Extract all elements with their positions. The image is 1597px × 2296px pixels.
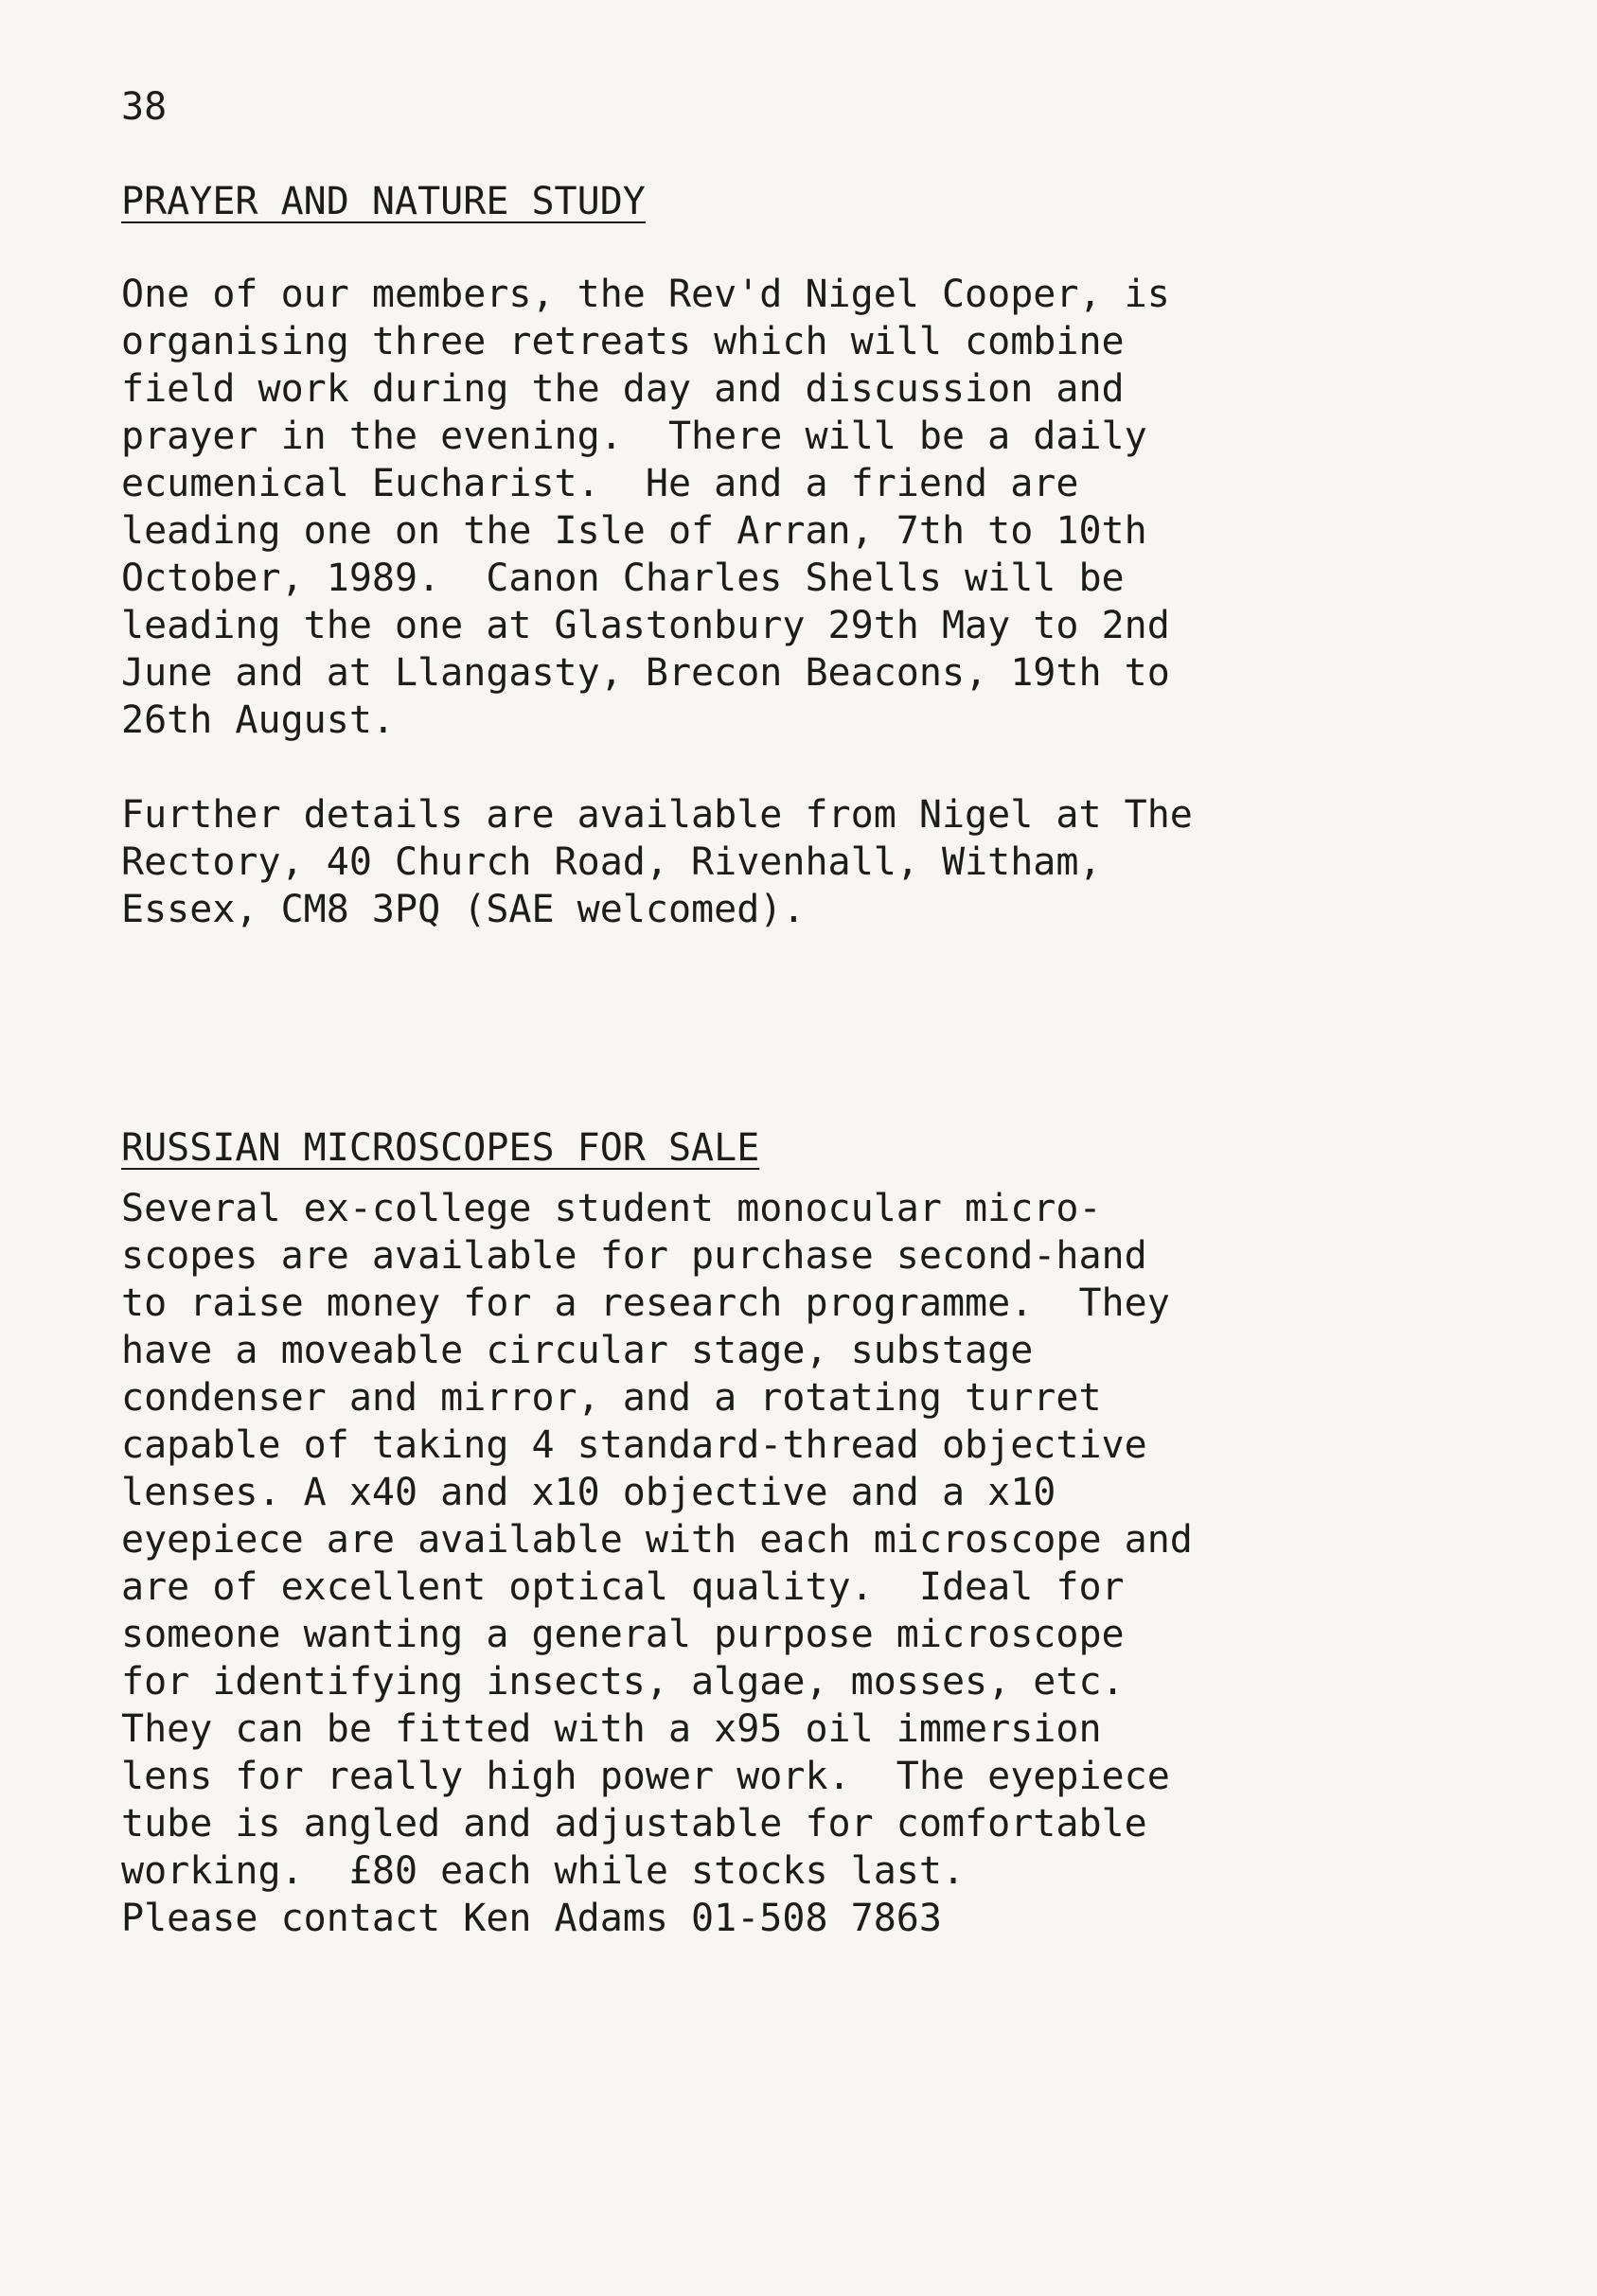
- text-line: Several ex-college student monocular micro-: [121, 1187, 1102, 1230]
- microscopes-paragraph: [121, 1185, 1484, 1942]
- text-line: lens for really high power work. The eyepiece: [121, 1755, 1170, 1798]
- text-line: to raise money for a research programme. They: [121, 1281, 1170, 1325]
- prayer-nature-study-section: [121, 178, 1484, 933]
- text-line: Essex, CM8 3PQ (SAE welcomed).: [121, 888, 806, 931]
- section-heading: RUSSIAN MICROSCOPES FOR SALE: [121, 1126, 760, 1170]
- russian-microscopes-section: [121, 1124, 1484, 1942]
- text-line: ecumenical Eucharist. He and a friend are: [121, 462, 1079, 505]
- text-line: scopes are available for purchase second-hand: [121, 1234, 1147, 1278]
- text-line: One of our members, the Rev'd Nigel Cooper, is: [121, 273, 1170, 316]
- text-line: working. £80 each while stocks last.: [121, 1849, 966, 1893]
- retreats-paragraph: [121, 271, 1484, 744]
- text-line: capable of taking 4 standard-thread objective: [121, 1423, 1147, 1467]
- text-line: Rectory, 40 Church Road, Rivenhall, Witham,: [121, 840, 1102, 884]
- text-line: leading the one at Glastonbury 29th May to 2nd: [121, 604, 1170, 647]
- text-line: for identifying insects, algae, mosses, etc.: [121, 1660, 1125, 1704]
- section-heading: PRAYER AND NATURE STUDY: [121, 180, 646, 223]
- text-line: are of excellent optical quality. Ideal for: [121, 1565, 1125, 1609]
- page-number: 38: [121, 85, 168, 129]
- text-line: prayer in the evening. There will be a daily: [121, 415, 1147, 458]
- text-line: Please contact Ken Adams 01-508 7863: [121, 1897, 942, 1940]
- text-line: They can be fitted with a x95 oil immersion: [121, 1707, 1102, 1751]
- text-line: have a moveable circular stage, substage: [121, 1329, 1034, 1372]
- text-line: field work during the day and discussion and: [121, 367, 1125, 411]
- contact-paragraph: [121, 791, 1484, 933]
- text-line: June and at Llangasty, Brecon Beacons, 19th to: [121, 651, 1170, 695]
- text-line: eyepiece are available with each microscope and: [121, 1518, 1193, 1562]
- text-line: October, 1989. Canon Charles Shells will be: [121, 556, 1125, 600]
- text-line: organising three retreats which will combine: [121, 320, 1125, 363]
- text-line: leading one on the Isle of Arran, 7th to 10th: [121, 509, 1147, 553]
- text-line: condenser and mirror, and a rotating turret: [121, 1376, 1102, 1420]
- text-line: someone wanting a general purpose microscope: [121, 1613, 1125, 1656]
- text-line: Further details are available from Nigel at The: [121, 793, 1193, 837]
- text-line: 26th August.: [121, 698, 395, 742]
- text-line: tube is angled and adjustable for comfortable: [121, 1802, 1147, 1846]
- text-line: lenses. A x40 and x10 objective and a x10: [121, 1471, 1056, 1514]
